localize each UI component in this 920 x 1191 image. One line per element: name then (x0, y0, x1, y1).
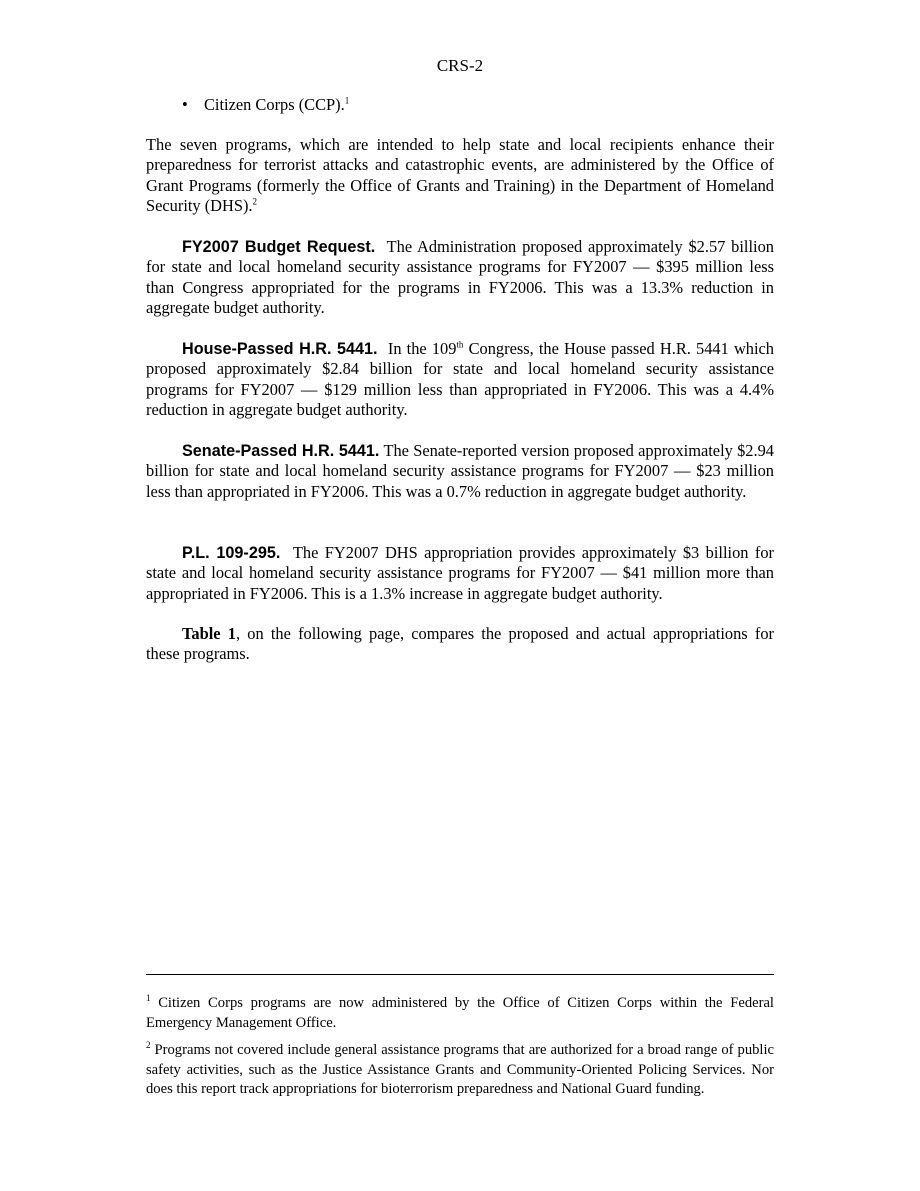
bullet-text: Citizen Corps (CCP). (204, 95, 345, 114)
footnote-ref-1: 1 (344, 95, 350, 106)
footnote-2 (146, 1041, 774, 1100)
table-ref-link: Table 1 (182, 624, 236, 643)
footnote-1-text: Citizen Corps programs are now administered by the Office of Citizen Corps within the Federal Emergency Management Office. (146, 995, 774, 1031)
footnote-1 (146, 994, 774, 1033)
footnote-2-text: Programs not covered include general assistance programs that are authorized for a broad range of public safety activities, such as the Justice Assistance Grants and Community-Oriented Policing Services. Nor does this report track appropriations for bioterrorism preparedness and National Guard funding. (146, 1042, 774, 1098)
table-ref-paragraph (146, 624, 774, 665)
footnote-1-number: 1 (146, 993, 151, 1004)
senate-paragraph (146, 441, 774, 502)
public-law-heading: P.L. 109-295. (182, 544, 281, 562)
budget-request-text: The Administration proposed approximately $2.57 billion for state and local homeland security assistance programs for FY2007 — $395 million less than Congress appropriated for the programs in FY2006. This was a 13.3% reduction in aggregate budget authority. (146, 237, 774, 318)
footnote-divider (146, 974, 774, 975)
senate-heading: Senate-Passed H.R. 5441. (182, 442, 380, 460)
house-superscript: th (456, 339, 464, 350)
budget-request-heading: FY2007 Budget Request. (182, 238, 376, 256)
public-law-text: The FY2007 DHS appropriation provides approximately $3 billion for state and local homeland security assistance programs for FY2007 — $41 million more than appropriated in FY2006. This is a 1.3% increase in aggregate budget authority. (146, 543, 775, 603)
house-text-before: In the 109 (387, 339, 457, 358)
footnote-ref-2: 2 (252, 196, 258, 207)
senate-text: The Senate-reported version proposed approximately $2.94 billion for state and local homeland security assistance programs for FY2007 — $23 million less than appropriated in FY2006. This was a 0.7% reduction in aggregate budget authority. (146, 441, 774, 501)
public-law-paragraph (146, 543, 774, 604)
bullet-dot-icon: • (182, 95, 188, 114)
house-heading: House-Passed H.R. 5441. (182, 340, 378, 358)
table-ref-text: , on the following page, compares the proposed and actual appropriations for these programs. (146, 624, 774, 664)
intro-paragraph (146, 135, 774, 217)
footnote-2-number: 2 (146, 1040, 151, 1051)
bullet-item (182, 95, 349, 115)
budget-request-paragraph (146, 237, 774, 319)
intro-text: The seven programs, which are intended to help state and local recipients enhance their preparedness for terrorist attacks and catastrophic events, are administered by the Office of Grant Programs (formerly the Office of Grants and Training) in the Department of Homeland Security (DHS). (146, 135, 774, 216)
house-text-after: Congress, the House passed H.R. 5441 which proposed approximately $2.84 billion for state and local homeland security assistance programs for FY2007 — $129 million less than appropriated in FY2006. This was a 4.4% reduction in aggregate budget authority. (146, 339, 774, 420)
page-header: CRS-2 (436, 56, 484, 75)
house-paragraph (146, 339, 774, 421)
